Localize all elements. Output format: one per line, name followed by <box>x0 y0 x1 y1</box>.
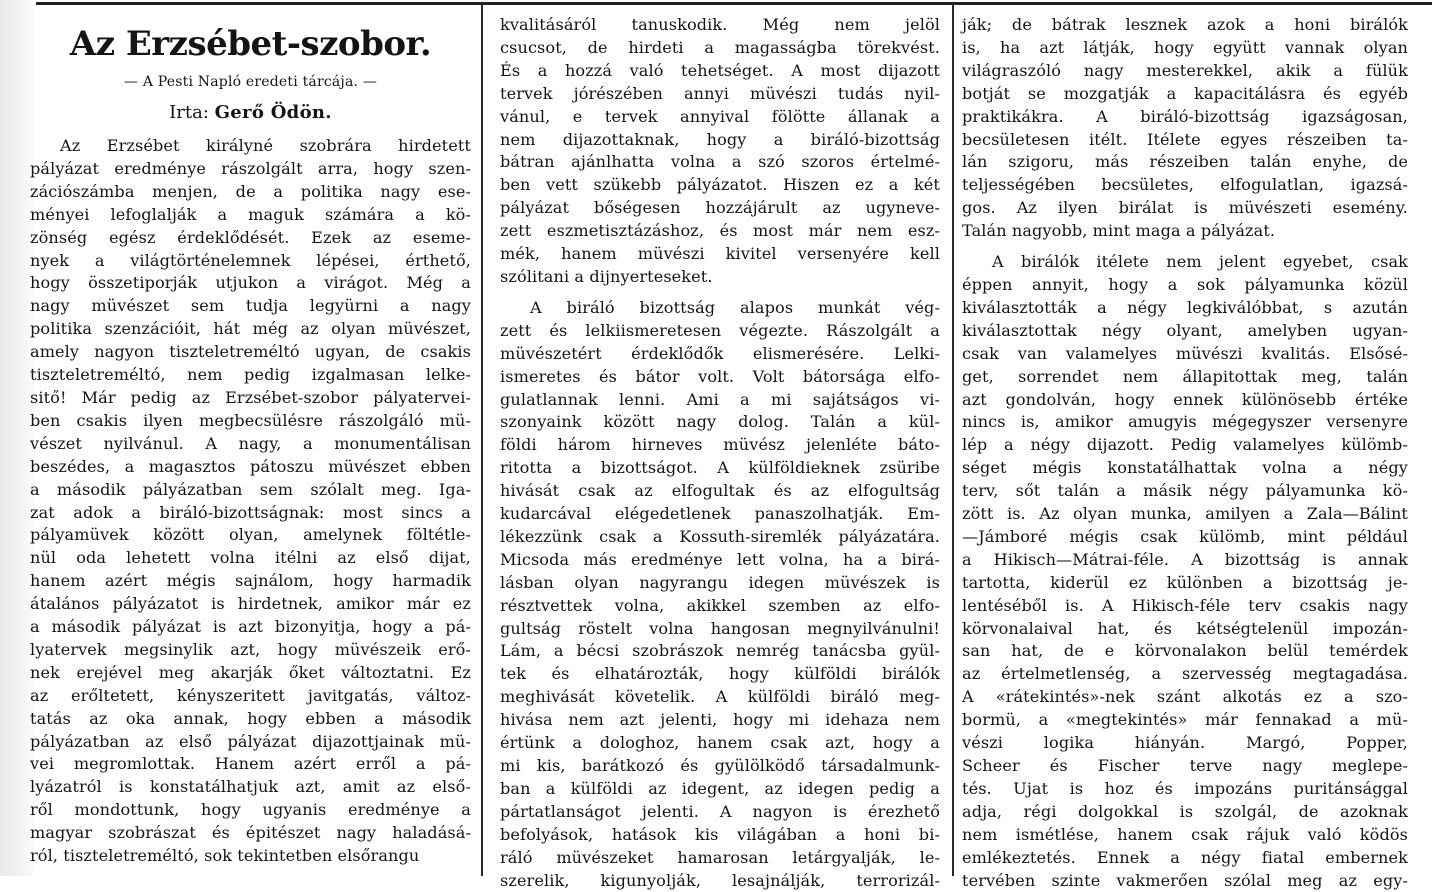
text-line: földi három hirneves müvész jelenléte báto- <box>500 435 940 455</box>
text-line: Lám, a bécsi szobrászok nemrég tanácsba gyül- <box>500 641 940 661</box>
text-line: lásban olyan nagyrangu idegen müvészek is <box>500 572 940 592</box>
text-line: ben csakis ilyen megbecsülésre rászolgáló mü- <box>30 410 471 430</box>
text-line: kiválasztottak négy olyant, amelyben ugyan- <box>962 320 1408 340</box>
article-author <box>30 102 471 123</box>
column-divider-2 <box>952 4 954 876</box>
text-line: san hat, de e körvonalakon belül temérdek <box>962 641 1408 661</box>
text-line: ról, tiszteletreméltó, sok tekintetben elsőrangu <box>30 846 420 866</box>
text-line: kudarcával elégedetlenek panaszolhatják. Em- <box>500 504 940 524</box>
text-line: az erőltetett, kényszeritett javitgatás, változ- <box>30 685 471 705</box>
text-line: hivását csak az elfogultak és az elfogultság <box>500 481 940 501</box>
text-line: lékezzünk csak a Kossuth-siremlék pályázatára. <box>500 526 940 546</box>
text-line: hogy összetiporják utjukon a virágot. Még a <box>30 273 471 293</box>
text-line: meghivását követelik. A külföldi biráló meg- <box>500 687 940 707</box>
text-line: ben vett szükebb pályázatot. Hiszen ez a két <box>500 175 940 195</box>
text-line: is, ha azt látják, hogy együtt vannak olyan <box>962 37 1408 57</box>
text-line: pályázat bőségesen hozzájárult az ugyneve- <box>500 198 940 218</box>
text-line: becsületesen itélt. Itélete egyes részeiben ta- <box>962 129 1408 149</box>
text-line: kvalitásáról tanuskodik. Még nem jelöl <box>500 15 940 34</box>
text-line: emlékeztetés. Ennek a négy fiatal embernek <box>962 847 1408 867</box>
text-line: A «rátekintés»-nek szánt alkotás ez a szo- <box>962 687 1408 707</box>
text-line: résztvettek volna, akikkel szemben az elfo- <box>500 595 940 615</box>
page-margin-strip <box>0 0 34 876</box>
text-line: ményei lefoglalják a maguk számára a kö- <box>30 204 471 224</box>
text-line: bátran ajánlhatta volna a szó szoros értelmé- <box>500 152 940 172</box>
text-line: praktikákra. A biráló-bizottság igazságosan, <box>962 106 1408 126</box>
text-line: nagy müvészet sem tudja legyürni a nagy <box>30 296 471 316</box>
text-line: terv, sőt talán a másik négy pályamunka kö- <box>962 481 1408 501</box>
column-2 <box>500 14 940 890</box>
text-line: magyar szobrászat és épitészet nagy haladásá- <box>30 823 471 843</box>
text-line: tervében szinte vakmerően szólal meg az egy- <box>962 870 1408 890</box>
text-line: És a hozzá való tehetséget. A most dijazott <box>500 60 940 80</box>
text-line: pályázatban az első pályázat dijazottjainak mü- <box>30 731 471 751</box>
text-line: teljességében becsületes, elfogulatlan, igazsá- <box>962 175 1408 195</box>
text-line: ről mondottunk, hogy ugyanis eredménye a <box>30 800 471 820</box>
text-line: átalános pályázatot is hirdetnek, amikor már ez <box>30 594 471 614</box>
text-line: beszédes, a magasztos pátoszu müvészet ebben <box>30 456 471 476</box>
text-line: mi kis, barátkozó és gyülölködő társadalmunk- <box>500 756 940 775</box>
text-line: lép a négy dijazott. Pedig valamelyes külömb- <box>962 435 1408 455</box>
text-line: azt gondolván, hogy ennek különösebb értéke <box>962 389 1408 409</box>
text-line: világraszóló nagy mesterekkel, akik a fülük <box>962 60 1408 80</box>
author-prefix: Irta: <box>169 102 209 123</box>
text-line: zett és lelkiismeretesen végezte. Rászolgált a <box>500 320 940 340</box>
text-line: hanem azért mégis sajnálom, hogy harmadik <box>30 571 471 591</box>
text-line: get, sorrendet nem állapitottak meg, talán <box>962 366 1408 386</box>
text-line: szonyaink között nagy dolog. Talán a kül- <box>500 412 940 432</box>
text-line: a második pályázat is azt bizonyitja, hogy a pá- <box>30 617 471 637</box>
text-line: nem ismétlése, hanem csak rájuk való ködös <box>962 824 1408 844</box>
text-line: körvonalaival hat, és kétségtelenül impozán- <box>962 618 1408 638</box>
article-byline: — A Pesti Napló eredeti tárcája. — <box>123 74 378 90</box>
text-line: mék, hanem müvészi kivitel versenyére kell <box>500 244 940 264</box>
text-line: csucsot, de hirdeti a magasságba törekvést. <box>500 37 940 57</box>
text-line: a második pályázatban sem szólalt meg. Iga- <box>30 479 471 499</box>
text-line: zációszámba menjen, de a politika nagy ese- <box>30 181 471 201</box>
text-line: csak van valamelyes müvészi kvalitás. Elsősé- <box>962 343 1408 363</box>
text-line: gos. Az ilyen birálat is müvészeti esemény. <box>962 198 1408 218</box>
text-line: vánul, e tervek annyival fölötte állanak a <box>500 106 940 126</box>
text-line: lentéséből is. A Hikisch-féle terv csakis nagy <box>962 595 1408 615</box>
text-line: zönség egész érdeklődését. Ezek az eseme- <box>30 227 471 247</box>
text-line: zött is. Az olyan munka, amilyen a Zala—Bálint <box>962 504 1408 524</box>
column-1-body <box>30 135 471 868</box>
text-line: kiválasztották a négy legkiválóbbat, s azután <box>962 297 1408 317</box>
text-line: bormü, a «megtekintés» már fennakad a mü- <box>962 710 1408 730</box>
column-2-body <box>500 14 940 892</box>
text-line: hivása nem azt jelenti, hogy mi idehaza nem <box>500 710 940 730</box>
text-line: befolyások, hatások kis világában a honi bi- <box>500 824 940 844</box>
text-line: pályamüvek között olyan, amelynek föltétle- <box>30 525 471 545</box>
text-line: —Jámboré mégis csak külömb, mint például <box>962 526 1408 546</box>
text-line: ritotta a bizottságot. A külföldieknek zsüribe <box>500 458 940 478</box>
column-divider-1 <box>481 4 483 876</box>
text-line: nincs is, amikor amugyis mégegyszer versenyre <box>962 412 1408 432</box>
text-line: nül oda lehetett volna itélni az első dijat, <box>30 548 471 568</box>
text-line: pályázat eredménye rászolgált arra, hogy szen- <box>30 158 471 178</box>
text-line: botját se mozgatják a kapacitálásra és egyéb <box>962 83 1408 103</box>
text-line: éppen annyit, hogy a sok pályamunka közül <box>962 274 1408 294</box>
text-line: ban a külföldi az idegent, az idegen pedig a <box>500 778 940 798</box>
text-line: pártatlanságot jelenti. A nagyon is érezhető <box>500 801 940 821</box>
text-line: szólitani a dijnyerteseket. <box>500 266 713 286</box>
text-line: sitő! Már pedig az Erzsébet-szobor pályatervei- <box>30 387 471 407</box>
text-line: vészi logika hiányán. Margó, Popper, <box>962 733 1408 753</box>
text-line: lyatervek megsinylik azt, hogy müvészeik erő- <box>30 639 471 659</box>
text-line: tiszteletreméltó, nem pedig izgalmasan lelke- <box>30 365 471 385</box>
text-line: szerelik, kigunyolják, lesajnálják, terrorizál- <box>500 870 940 890</box>
text-line: ismeretes és bátor volt. Volt bátorsága elfo- <box>500 366 940 386</box>
text-line: zat adok a biráló-bizottságnak: most sincs a <box>30 502 471 522</box>
text-line: ráló müvészeket hamarosan letárgyalják, le- <box>500 847 940 867</box>
text-line: a Hikisch—Mátrai-féle. A bizottság is annak <box>962 549 1408 569</box>
text-line: Az Erzsébet királyné szobrára hirdetett <box>60 136 471 155</box>
text-line: nyek a világtörténelemnek lépései, érthető, <box>30 250 471 270</box>
text-line: gulatlannak lenni. Ami a mi sajátságos vi- <box>500 389 940 409</box>
text-line: ják; de bátrak lesznek azok a honi birálók <box>962 15 1408 34</box>
text-line: A birálók itélete nem jelent egyebet, csak <box>992 252 1408 272</box>
author-name: Gerő Ödön. <box>214 102 332 123</box>
text-line: tés. Ujat is hoz és impozáns puritánsággal <box>962 778 1408 798</box>
text-line: séget mégis konstatálhattak volna a négy <box>962 458 1408 478</box>
top-rule <box>36 2 1432 5</box>
text-line: lán szigoru, más részeiben talán enyhe, de <box>962 152 1408 172</box>
text-line: az értelmetlenség, a szervesség megtagadása. <box>962 664 1408 684</box>
text-line: tek és elhatározták, hogy külföldi birálók <box>500 664 940 684</box>
column-3-body <box>962 14 1408 892</box>
text-line: lyázatról is konstatálhatjuk azt, amit az első- <box>30 777 471 797</box>
text-line: Talán nagyobb, mint maga a pályázat. <box>962 221 1276 241</box>
article-title: Az Erzsébet-szobor. <box>69 24 432 64</box>
text-line: vei megromlottak. Hanem azért erről a pá- <box>30 754 471 774</box>
text-line: tartotta, kiderül ez különben a bizottság je- <box>962 572 1408 592</box>
text-line: Scheer és Fischer terve nagy meglepe- <box>962 756 1408 775</box>
text-line: nek erejével meg akarják őket változtatni. Ez <box>30 662 471 682</box>
text-line: politika szenzációit, hát még az olyan müvészet, <box>30 319 471 339</box>
text-line: nem dijazottaknak, hogy a biráló-bizottság <box>500 129 940 149</box>
text-line: tervek jórészében annyi müvészi tudás nyil- <box>500 83 940 103</box>
text-line: Micsoda más eredménye lett volna, ha a birá- <box>500 549 940 569</box>
text-line: zett eszmetisztázáshoz, és most már nem esz- <box>500 221 940 241</box>
text-line: amely nagyon tiszteletreméltó ugyan, de csakis <box>30 342 471 362</box>
text-line: értünk a dologhoz, hanem csak azt, hogy a <box>500 733 940 753</box>
column-3 <box>962 14 1408 890</box>
text-line: A biráló bizottság alapos munkát vég- <box>530 297 940 317</box>
text-line: gultság röstelt volna hangosan megnyilvánulni! <box>500 618 940 638</box>
text-line: vészet nyilvánul. A nagy, a monumentálisan <box>30 433 471 453</box>
text-line: müvészetért érdeklődők elismerésére. Lelki- <box>500 343 940 363</box>
text-line: tatás az oka annak, hogy ebben a második <box>30 708 471 728</box>
text-line: adja, régi dolgokkal is szolgál, de azoknak <box>962 801 1408 821</box>
column-1 <box>30 10 471 876</box>
